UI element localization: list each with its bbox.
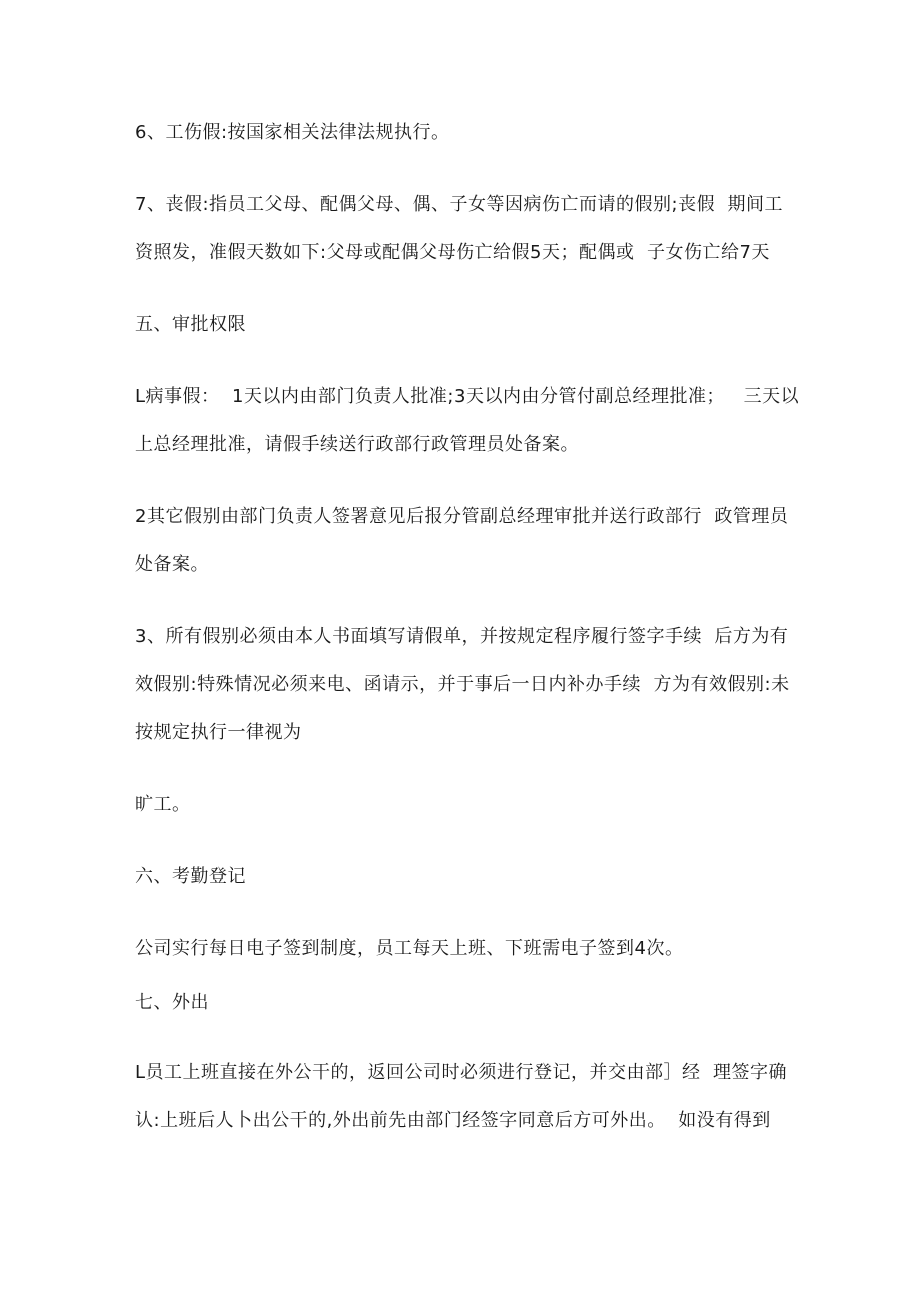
text-line-outing-1a: L员工上班直接在外公干的，返回公司时必须进行登记，并交由部］经 理签字确 <box>135 1062 787 1083</box>
text-line-approval-3b: 效假别:特殊情况必须来电、函请示，并于事后一日内补办手续 方为有效假别:未 <box>135 674 790 695</box>
text-line-approval-2b: 处备案。 <box>135 554 209 575</box>
text-line-funeral-leave-1: 7、丧假:指员工父母、配偶父母、偶、子女等因病伤亡而请的假别;丧假 期间工 <box>135 194 784 215</box>
text-line-funeral-leave-2: 资照发，准假天数如下:父母或配偶父母伤亡给假5天；配偶或 子女伤亡给7天 <box>135 242 770 263</box>
text-line-approval-2a: 2其它假别由部门负责人签署意见后报分管副总经理审批并送行政部行 政管理员 <box>135 506 789 527</box>
text-line-approval-3c: 按规定执行一律视为 <box>135 722 302 743</box>
text-line-outing-1b: 认:上班后人卜出公干的,外出前先由部门经签字同意后方可外出。 如没有得到 <box>135 1110 771 1131</box>
section-heading-outing: 七、外出 <box>135 992 209 1013</box>
text-line-approval-3d: 旷工。 <box>135 794 191 815</box>
text-line-approval-1b: 上总经理批准，请假手续送行政部行政管理员处备案。 <box>135 434 579 455</box>
text-line-approval-1a: L病事假： 1天以内由部门负责人批准;3天以内由分管付副总经理批准； 三天以 <box>135 386 800 407</box>
section-heading-approval: 五、审批权限 <box>135 314 246 335</box>
text-line-sick-leave-6: 6、工伤假:按国家相关法律法规执行。 <box>135 122 450 143</box>
section-heading-attendance: 六、考勤登记 <box>135 866 246 887</box>
text-line-approval-3a: 3、所有假别必须由本人书面填写请假单，并按规定程序履行签字手续 后方为有 <box>135 626 789 647</box>
text-line-attendance: 公司实行每日电子签到制度，员工每天上班、下班需电子签到4次。 <box>135 938 684 959</box>
